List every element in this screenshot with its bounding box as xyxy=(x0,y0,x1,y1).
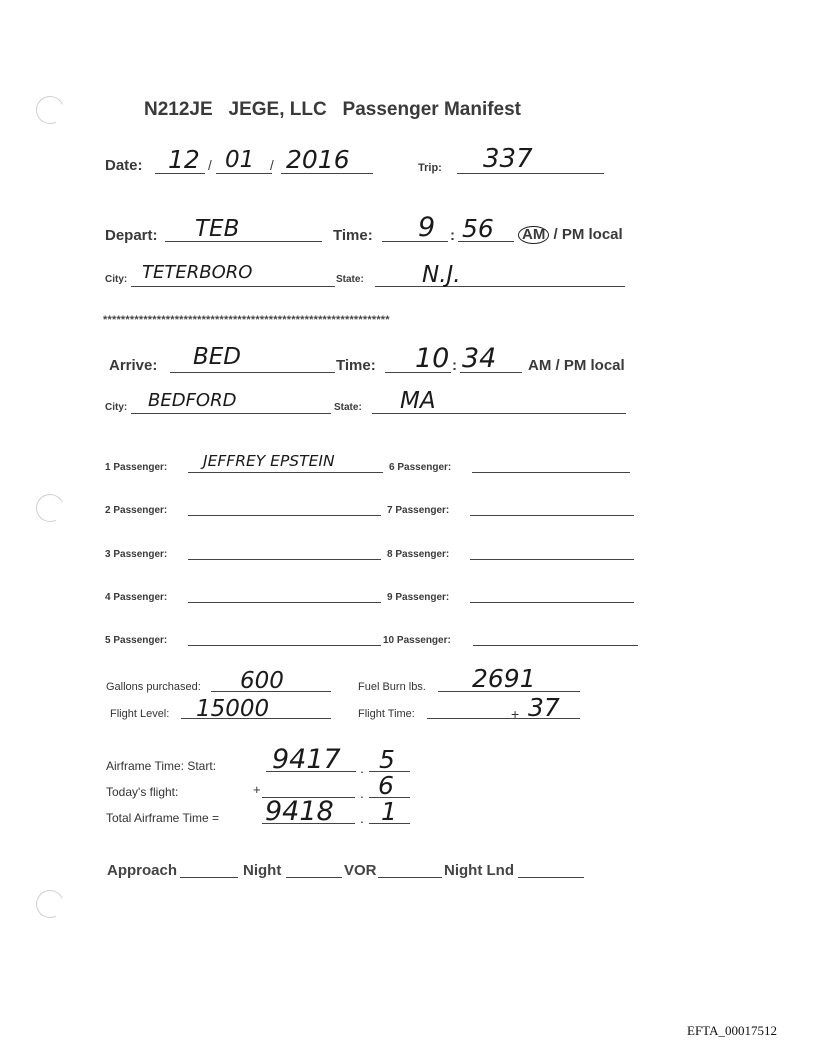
fuel-burn-value: 2691 xyxy=(472,664,536,693)
passenger-4-label: 4 Passenger: xyxy=(105,592,168,603)
passenger-4-line xyxy=(188,602,381,603)
arrive-hour-value: 10 xyxy=(415,343,450,374)
arrive-minute-value: 34 xyxy=(462,343,497,374)
arrive-value: BED xyxy=(193,344,242,370)
gallons-value: 600 xyxy=(240,668,284,694)
arrive-city-line xyxy=(131,413,331,414)
depart-minute-value: 56 xyxy=(462,214,494,243)
todays-flight-plus: + xyxy=(253,782,261,797)
flight-time-plus: + xyxy=(511,706,520,722)
depart-ampm xyxy=(518,226,623,244)
todays-flight-label: Today's flight: xyxy=(106,785,179,799)
passenger-3-line xyxy=(188,559,381,560)
date-separator-1: / xyxy=(208,158,212,173)
passenger-5-line xyxy=(188,645,381,646)
passenger-2-label: 2 Passenger: xyxy=(105,505,168,516)
passenger-7-label: 7 Passenger: xyxy=(387,505,450,516)
arrive-city-value: BEDFORD xyxy=(148,390,237,411)
total-airframe-label: Total Airframe Time = xyxy=(106,811,220,825)
trip-value: 337 xyxy=(483,144,533,174)
airframe-start-dot: . xyxy=(360,760,364,776)
am-circled: AM xyxy=(518,226,549,244)
approach-label: Approach xyxy=(107,862,178,879)
airframe-start-value: 9417 xyxy=(272,744,341,775)
date-month-value: 12 xyxy=(168,145,200,174)
passenger-6-label: 6 Passenger: xyxy=(389,462,452,473)
arrive-time-label: Time: xyxy=(336,357,376,374)
passenger-6-line xyxy=(472,472,630,473)
flight-level-label: Flight Level: xyxy=(110,708,170,720)
asterisk-separator: **************************************************************** xyxy=(103,314,390,326)
gallons-label: Gallons purchased: xyxy=(106,681,201,693)
night-label: Night xyxy=(243,862,282,879)
todays-flight-dot: . xyxy=(360,785,364,801)
date-day-value: 01 xyxy=(225,147,255,173)
binder-hole-top xyxy=(32,92,68,128)
passenger-8-label: 8 Passenger: xyxy=(387,549,450,560)
passenger-9-line xyxy=(470,602,634,603)
passenger-1-line xyxy=(188,472,383,473)
document-id: EFTA_00017512 xyxy=(687,1023,777,1038)
flight-level-value: 15000 xyxy=(196,696,270,722)
night-lnd-line xyxy=(518,877,584,878)
night-lnd-label: Night Lnd xyxy=(444,862,514,879)
arrive-time-colon: : xyxy=(452,357,457,374)
date-day-line xyxy=(216,173,272,174)
depart-city-label: City: xyxy=(105,274,128,285)
todays-flight-tenth: 6 xyxy=(378,771,394,800)
total-airframe-dot: . xyxy=(360,810,364,826)
depart-state-value: N.J. xyxy=(422,262,461,288)
date-separator-2: / xyxy=(270,158,274,173)
depart-hour-line xyxy=(382,241,448,242)
passenger-10-label: 10 Passenger: xyxy=(383,635,451,646)
depart-label: Depart: xyxy=(105,227,158,244)
flight-time-value: 37 xyxy=(528,693,560,722)
depart-state-line xyxy=(375,286,625,287)
tail-number: N212JE xyxy=(144,99,213,120)
approach-line xyxy=(180,877,238,878)
passenger-1-name: JEFFREY EPSTEIN xyxy=(203,452,335,470)
passenger-5-label: 5 Passenger: xyxy=(105,635,168,646)
manifest-header xyxy=(144,99,521,121)
passenger-8-line xyxy=(470,559,634,560)
total-airframe-value: 9418 xyxy=(265,796,334,827)
total-airframe-tenth: 1 xyxy=(381,797,397,826)
depart-time-label: Time: xyxy=(333,227,373,244)
company-name: JEGE, LLC xyxy=(228,99,327,120)
arrive-state-value: MA xyxy=(400,388,436,414)
depart-value: TEB xyxy=(195,216,240,242)
vor-label: VOR xyxy=(344,862,377,879)
depart-line xyxy=(165,241,322,242)
date-label: Date: xyxy=(105,157,143,174)
fuel-burn-label: Fuel Burn lbs. xyxy=(358,681,426,693)
depart-state-label: State: xyxy=(336,274,364,285)
flight-time-label: Flight Time: xyxy=(358,708,415,720)
binder-hole-middle xyxy=(32,490,68,526)
depart-time-colon: : xyxy=(450,227,455,244)
pm-local-label: / PM local xyxy=(553,226,623,243)
depart-city-line xyxy=(131,286,335,287)
arrive-line xyxy=(170,372,335,373)
passenger-3-label: 3 Passenger: xyxy=(105,549,168,560)
passenger-9-label: 9 Passenger: xyxy=(387,592,450,603)
passenger-10-line xyxy=(473,645,638,646)
arrive-label: Arrive: xyxy=(109,357,158,374)
airframe-start-tenth: 5 xyxy=(379,745,395,774)
airframe-start-label: Airframe Time: Start: xyxy=(106,759,217,773)
arrive-ampm: AM / PM local xyxy=(528,357,625,374)
arrive-state-label: State: xyxy=(334,402,362,413)
depart-city-value: TETERBORO xyxy=(142,262,253,283)
arrive-city-label: City: xyxy=(105,402,128,413)
trip-label: Trip: xyxy=(418,162,442,174)
date-year-value: 2016 xyxy=(286,145,350,174)
document-title: Passenger Manifest xyxy=(342,99,522,120)
depart-hour-value: 9 xyxy=(418,212,436,243)
passenger-1-label: 1 Passenger: xyxy=(105,462,168,473)
passenger-7-line xyxy=(470,515,634,516)
night-line xyxy=(286,877,342,878)
passenger-2-line xyxy=(188,515,381,516)
vor-line xyxy=(378,877,442,878)
binder-hole-bottom xyxy=(32,886,68,922)
